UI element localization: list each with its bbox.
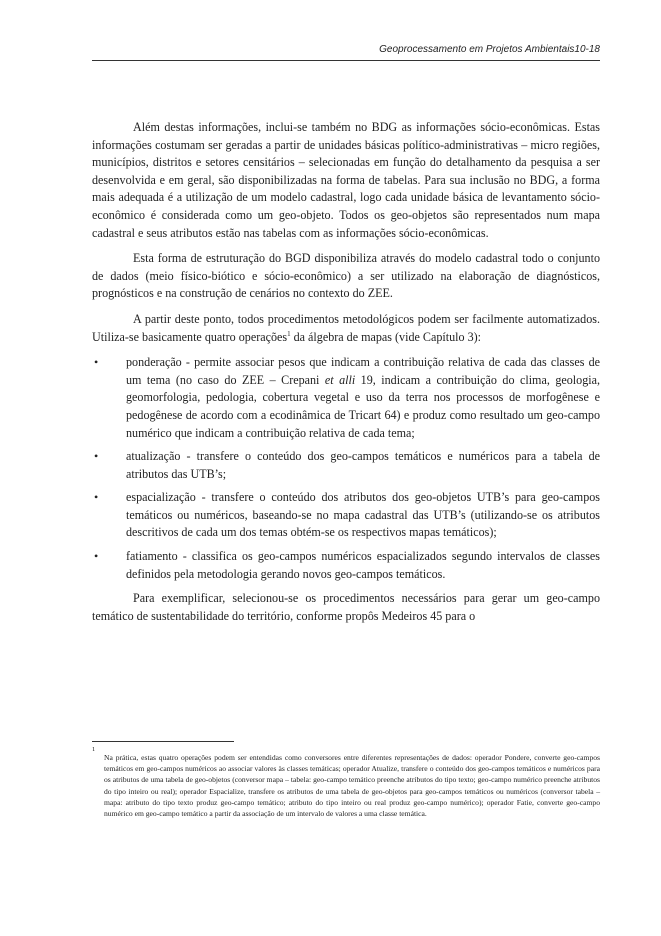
list-item [92,548,600,583]
list-item-text: fatiamento - classifica os geo-campos numéricos espacializados segundo intervalos de classes definidos pela metodologia gerando novos geo-campos temáticos. [126,549,600,581]
list-item-text: ponderação - permite associar pesos que indicam a contribuição relativa de cada das classes de um tema (no caso do ZEE – Crepani [126,355,600,387]
list-item-emphasis: et alli [324,372,356,387]
paragraph-text: A partir deste ponto, todos procedimentos metodológicos podem ser facilmente automatizados. Utiliza-se basicamente quatro operações [92,311,600,344]
operations-list [92,354,600,583]
page-header [92,44,600,55]
header-divider [92,60,600,61]
list-item [92,354,600,442]
list-item [92,448,600,483]
list-item-text: 19, indicam a contribuição do clima, geologia, geomorfologia, pedologia, cobertura vegetal e uso da terra nos processos de morfogênese e pedogênese de acordo com a ecodinâmica de Tricart 64) e produz como resultado um geo-campo numérico que indicam a contribuição relativa de cada tema; [126,372,600,440]
list-item-text: atualização - transfere o conteúdo dos geo-campos temáticos e numéricos para a tabela de atributos das UTB’s; [126,449,600,481]
footnote-divider [92,741,234,742]
running-title: Geoprocessamento em Projetos Ambientais [379,44,575,55]
bullet-icon: • [94,490,99,505]
footnote-reference: 1 [287,329,291,338]
list-item-text: espacialização - transfere o conteúdo dos atributos dos geo-objetos UTB’s para geo-campos temáticos ou numéricos, baseando-se no mapa cadastral das UTB’s (utilizando-se os atributos descritivos de cada um dos temas obtém-se os respectivos mapas temáticos); [126,490,600,540]
page-number: 10-18 [574,44,600,55]
paragraph: Para exemplificar, selecionou-se os procedimentos necessários para gerar um geo-campo temático de sustentabilidade do território, conforme propôs Medeiros 45 para o [92,591,600,623]
footnote-text: Na prática, estas quatro operações podem ser entendidas como conversores entre diferentes representações de dados: operador Pondere, converte geo-campos temáticos em geo-campos numéricos ao associar valores às classes temáticas; operador Atualize, transfere o conteúdo dos geo-campos temáticos e numéricos para os atributos de uma tabela de geo-objetos (conversor mapa – tabela: geo-campo temático preenche atributos do tipo texto; geo-campo numérico preenche atributos do tipo inteiro ou real); operador Espacialize, transfere os atributos de uma tabela de geo-objetos para geo-campos temáticos ou numéricos (conversor tabela – mapa: atributo do tipo texto produz geo-campo temático; atributo do tipo inteiro ou real produz geo-campo numérico); operador Fatie, converte geo-campo numérico em geo-campo temático a partir da associação de um intervalo de valores a uma classe temática. [104,753,600,819]
footnote: 1 Na prática, estas quatro operações podem ser entendidas como conversores entre diferentes representações de dados: operador Pondere, converte geo-campos temáticos em geo-campos numéricos ao associar valores às classes temáticas; operador Atualize, transfere o conteúdo dos geo-campos temáticos e numéricos para os atributos de uma tabela de geo-objetos (conversor mapa – tabela: geo-campo temático preenche atributos do tipo texto; geo-campo numérico preenche atributos do tipo inteiro ou real); operador Espacialize, transfere os atributos de uma tabela de geo-objetos para geo-campos temáticos ou numéricos (conversor tabela – mapa: atributo do tipo texto produz geo-campo temático; atributo do tipo inteiro ou real produz geo-campo numérico); operador Fatie, converte geo-campo numérico em geo-campo temático a partir da associação de um intervalo de valores a uma classe temática. [92,746,600,819]
body-text [92,119,600,633]
list-item [92,489,600,542]
paragraph: Esta forma de estruturação do BGD disponibiliza através do modelo cadastral todo o conjunto de dados (meio físico-biótico e sócio-econômico) a ser utilizado na elaboração de diagnósticos, prognósticos e na construção de cenários no contexto do ZEE. [92,251,600,301]
bullet-icon: • [94,355,99,370]
paragraph-text: da álgebra de mapas (vide Capítulo 3): [290,329,482,344]
paragraph [92,311,600,346]
bullet-icon: • [94,549,99,564]
paragraph: Além destas informações, inclui-se também no BDG as informações sócio-econômicas. Estas informações costumam ser geradas a partir de unidades básicas político-administrativas – micro regiões, municípios, distritos e setores censitários – selecionadas em função do detalhamento da pesquisa a ser desenvolvida e em geral, são disponibilizadas na forma de tabelas. Para sua inclusão no BDG, a forma mais adequada é a utilização de um modelo cadastral, logo cada unidade básica de levantamento sócio-econômico é considerada como um geo-objeto. Todos os geo-objetos são representados num mapa cadastral e seus atributos estão nas tabelas com as informações sócio-econômicas. [92,120,600,240]
bullet-icon: • [94,449,99,464]
